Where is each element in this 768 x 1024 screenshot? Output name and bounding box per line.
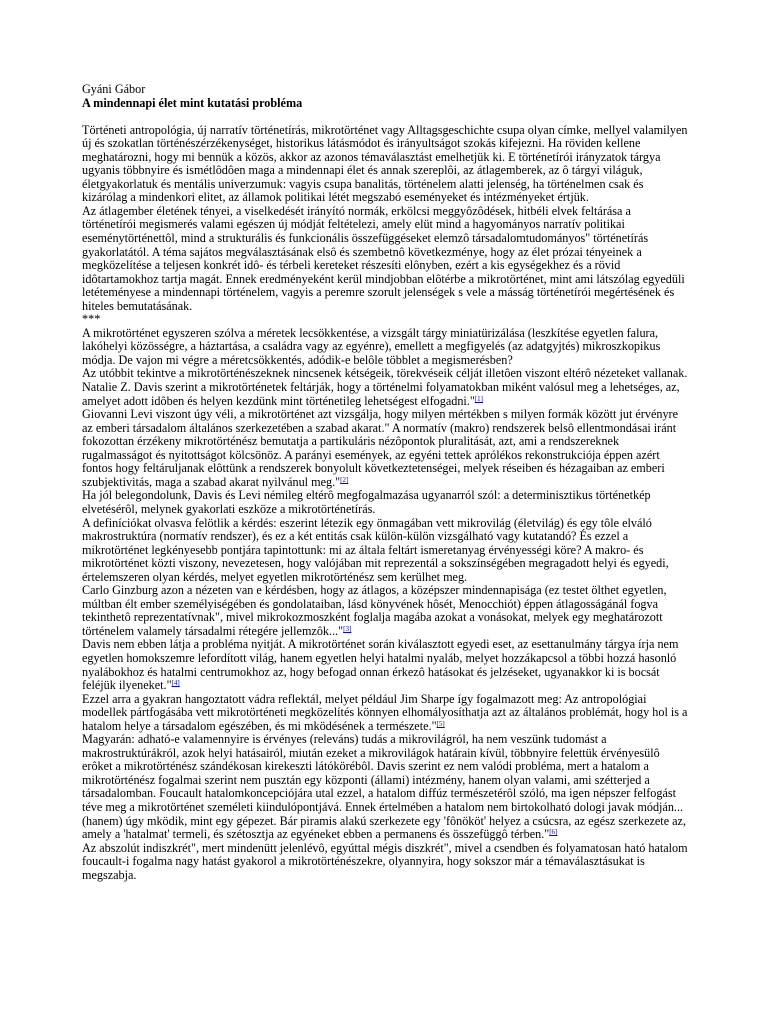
paragraph bbox=[82, 638, 688, 692]
document bbox=[82, 83, 688, 882]
paragraph bbox=[82, 124, 688, 205]
footnote-ref[interactable] bbox=[437, 720, 445, 728]
paragraph-text: A definíciókat olvasva felötlik a kérdés: eszerint létezik egy önmagában vett mikrovilág (életvilág) és egy tôle elváló makrostruktúra (normatív rendszer), és ez a két entitás csak külön-külön vizsgálható vagy kutatandó? És ezzel a mikrotörténet legkényesebb pontjára tapintottunk: mi az általa feltárt ismeretanyag érvényességi köre? A makro- és mikrotörténet közti viszony, nevezetesen, hogy valójában mit reprezentál a sokszínségében megragadott helyi és egyedi, értelemszeren olyan kérdés, melyet egyetlen mikrotörténész sem kerülhet meg. bbox=[82, 515, 669, 584]
footnote-ref[interactable] bbox=[340, 476, 348, 484]
paragraph bbox=[82, 584, 688, 638]
footnote-link[interactable]: [5] bbox=[436, 719, 445, 728]
article-body bbox=[82, 124, 688, 883]
footnote-ref[interactable] bbox=[343, 625, 351, 633]
paragraph-text: *** bbox=[82, 312, 101, 327]
paragraph-text: A mikrotörténet egyszeren szólva a méretek lecsökkentése, a vizsgált tárgy miniatürizálása (leszkítése egyetlen falura, lakóhelyi közösségre, a háztartása, a családra vagy az egyénre), emellett a megfigyelés (az adatgyjtés) mikroszkopikus módja. De vajon mi végre a méretcsökkentés, adódik-e belôle többlet a megismerésben? bbox=[82, 325, 661, 367]
paragraph-text: Az abszolút indiszkrét", mert mindenütt jelenlévô, egyúttal mégis diszkrét", mivel a csendben és folyamatosan ható hatalom foucault-i fogalma nagy hatást gyakorol a mikrotörténészekre, olyannyira, hogy sokszor már a témaválasztásukat is megszabja. bbox=[82, 840, 688, 882]
paragraph-text: Ha jól belegondolunk, Davis és Levi némileg eltérô megfogalmazása ugyanarról szól: a determinisztikus történetkép elvetésérôl, melynek gyakorlati eszköze a mikrotörténetírás. bbox=[82, 488, 651, 516]
paragraph-text: Davis nem ebben látja a probléma nyitját. A mikrotörténet során kiválasztott egyedi eset, az esettanulmány tárgya írja nem egyetlen homokszemre lefordított világ, hanem egyetlen helyi hatalmi nyaláb, melyet hozzákapcsol a többi hozzá hasonló nyalábokhoz és hatalmi centrumokhoz az, hogy befogad onnan érkezô hatásokat és jelzéseket, ugyanakkor ki is bocsát feléjük ilyeneket." bbox=[82, 637, 679, 693]
paragraph-text: Ezzel arra a gyakran hangoztatott vádra reflektál, melyet például Jim Sharpe így fogalmazott meg: Az antropológiai modellek pártfogásába vett mikrotörténeti megközelítés könnyen elhomályosíthatja azt az általános problémát, hogy hol is a hatalom helye a társadalom egészében, és mi mködésének a természete." bbox=[82, 691, 688, 733]
footnote-ref[interactable] bbox=[475, 395, 483, 403]
paragraph bbox=[82, 408, 688, 489]
paragraph bbox=[82, 205, 688, 313]
footnote-link[interactable]: [2] bbox=[340, 475, 349, 484]
author-name: Gyáni Gábor bbox=[82, 82, 146, 96]
paragraph bbox=[82, 313, 688, 327]
footnote-link[interactable]: [4] bbox=[171, 679, 180, 688]
footnote-ref[interactable] bbox=[172, 679, 180, 687]
paragraph-text: Magyarán: adható-e valamennyire is érvényes (releváns) tudás a mikrovilágról, ha nem veszünk tudomást a makrostruktúrákról, azok helyi hatásairól, miután ezeket a mikrovilágok határain kívül, többnyire felettük érvényesülô erôket a mikrotörténész szándékosan kirekeszti látókörébôl. Davis szerint ez nem valódi probléma, mert a hatalom a mikrotörténész fogalmai szerint nem pusztán egy központi (állami) intézmény, hanem olyan valami, ami szétterjed a társadalomban. Foucault hatalomkoncepciójára utal ezzel, a hatalom diffúz természetérôl szóló, ma igen népszer felfogást téve meg a mikrotörténet személeti kiindulópontjává. Ennek értelmében a hatalom nem birtokolható dologi javak módján... (hanem) úgy mködik, mint egy gépezet. Bár piramis alakú szerkezete egy 'fônököt' helyez a csúcsra, az egész szerkezete az, amely a 'hatalmat' termeli, és szétosztja az egyéneket ebben a permanens és összefüggô térben." bbox=[82, 732, 687, 842]
paragraph bbox=[82, 367, 688, 408]
paragraph-text: Az utóbbit tekintve a mikrotörténészeknek nincsenek kétségeik, törekvéseik célját illetôen viszont eltérô nézeteket vallanak. Natalie Z. Davis szerint a mikrotörténetek feltárják, hogy a történelmi folyamatokban miként valósul meg a lehetséges, az, amelyet adott idôben és helyen kezdünk mint történetileg lehetségest elfogadni." bbox=[82, 366, 688, 408]
paragraph bbox=[82, 693, 688, 734]
paragraph-text: Történeti antropológia, új narratív történetírás, mikrotörténet vagy Alltagsgeschichte csupa olyan címke, mellyel valamilyen új és szokatlan történészérzékenységet, historikus látásmódot és irányultságot szokás kifejezni. Ha röviden kellene meghatározni, hogy mi bennük a közös, akkor az azonos témaválasztást emelhetjük ki. E történetírói irányzatok tárgya ugyanis többnyire és ismétlôdôen maga a mindennapi élet és annak szereplôi, az átlagemberek, az ô tárgyi világuk, életgyakorlatuk és mentális univerzumuk: vagyis csupa banalitás, történelem alatti jelenség, ha történelmen csak és kizárólag a mindenkori elitet, az államok politikai létét megszabó eseményeket és intézményeket értjük. bbox=[82, 122, 688, 205]
paragraph-text: Carlo Ginzburg azon a nézeten van e kérdésben, hogy az átlagos, a középszer mindennapisága (ez testet ölthet egyetlen, múltban élt ember személyiségében és gondolataiban, lásd könyvének hôsét, Menocchiót) éppen átlagosságánál fogva tekinthetô reprezentatívnak", mivel mikrokozmoszként foglalja magába azokat a vonásokat, melyek egy meghatározott történelem valamely társadalmi rétegére jellemzôk..." bbox=[82, 583, 667, 638]
paragraph-text: Giovanni Levi viszont úgy véli, a mikrotörténet azt vizsgálja, hogy milyen mértékben s milyen formák között jut érvényre az emberi társadalom általános szerkezetében a szabad akarat." A normatív (makro) rendszerek belsô ellentmondásai iránt fokozottan érzékeny mikrotörténész bemutatja a partikuláris nézôpontok pluralitását, azt, ami a rendszereknek rugalmasságot és nyitottságot kölcsönöz. A parányi események, az egyéni tettek aprólékos rekonstrukciója éppen azért fontos hogy feltáruljanak elôttünk a rendszerek bonyolult következtetenségei, melyek réseiben és hézagaiban az emberi szubjektivitás, maga a szabad akarat nyilvánul meg." bbox=[82, 407, 679, 489]
spacer bbox=[82, 110, 688, 124]
paragraph bbox=[82, 733, 688, 841]
paragraph bbox=[82, 489, 688, 516]
footnote-link[interactable]: [1] bbox=[474, 394, 483, 403]
paragraph bbox=[82, 327, 688, 368]
paragraph bbox=[82, 517, 688, 585]
article-title: A mindennapi élet mint kutatási probléma bbox=[82, 95, 303, 110]
footnote-link[interactable]: [3] bbox=[343, 624, 352, 633]
footnote-ref[interactable] bbox=[549, 828, 557, 836]
footnote-link[interactable]: [6] bbox=[549, 828, 558, 837]
paragraph bbox=[82, 842, 688, 883]
paragraph-text: Az átlagember életének tényei, a viselkedését irányító normák, erkölcsi meggyôzôdések, hitbéli elvek feltárása a történetírói megismerés valami egészen új módját feltételezi, amely elüt mind a hagyományos narratív politikai eseménytörténettôl, mind a strukturális és funkcionális összefüggéseket elemzô társadalomtudományos" történetírás gyakorlatától. A téma sajátos megválasztásának elsô és szembetnô következménye, hogy az élet prózai tényeinek a megközelítése a teljesen konkrét idô- és térbeli kereteket részesíti elônyben, ezért a kis egységekhez és a rövid idôtartamokhoz tartja magát. Ennek eredményeként kerül mindjobban elôtérbe a mikrotörténet, mint ami látszólag egyedüli letéteményese a mindennapi történelem, vagyis a peremre szorult jelenségek s vele a másság történetírói megértésének és hiteles bemutatásának. bbox=[82, 203, 685, 313]
